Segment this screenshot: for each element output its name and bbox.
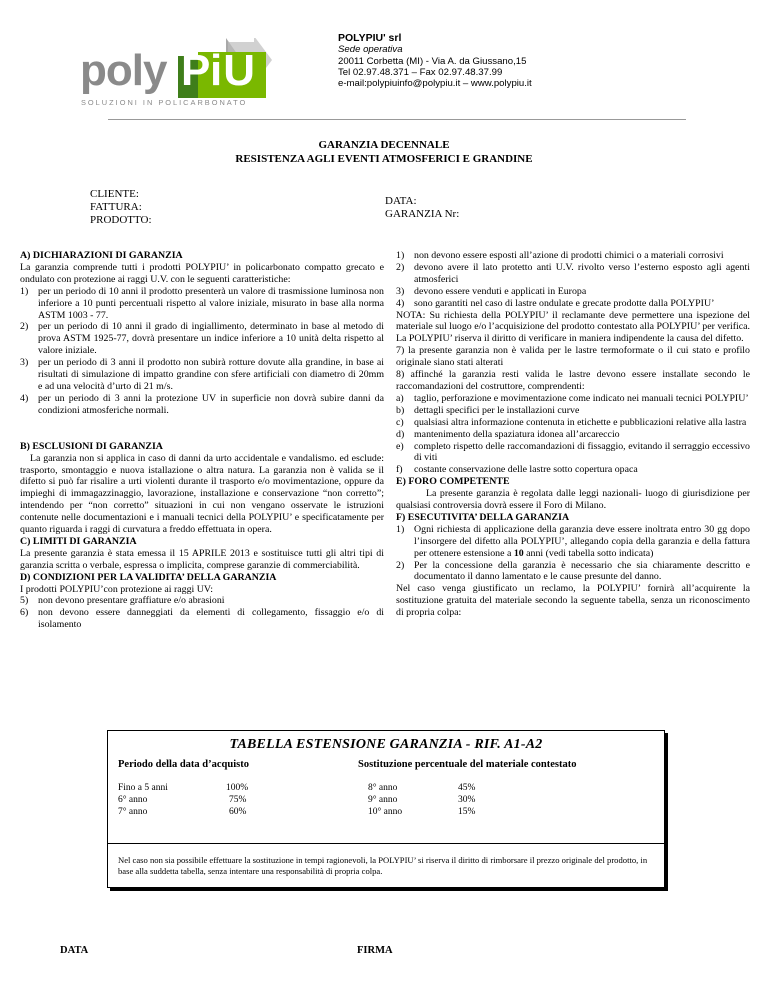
list-item: f) costante conservazione delle lastre sotto copertura opaca [396,464,638,476]
section-c-heading: C) LIMITI DI GARANZIA [20,535,137,547]
list-item: b) dettagli specifici per le installazioni curve [396,404,580,416]
table-cell: 9° anno [368,794,398,805]
table-header-period: Periodo della data d’acquisto [118,759,249,770]
table-cell: 30% [458,794,476,805]
section-b-text: La garanzia non si applica in caso di danni da urto accidentale e vandalismo. ed esclude: trasporto, smontaggio e nuova istallazione o altra natura. La garanzia non è valida se il difetto si può far risalire a urti violenti durante il trasporto e/o movimentazione, oppure da impieghi di immagazzinaggio, lavorazione, installazione e conservazione “non corretto”; intendendo per “non corretto” situazioni in cui non vengano osservate le istruzioni contenute nelle documentazioni e i manuali tecnici della POLYPIU’ e specificatamente per quanto riguarda i raggi di curvatura a freddo effettuata in opera. [20,452,384,536]
nota-text: NOTA: Su richiesta della POLYPIU’ il reclamante deve permettere una ispezione del materiale sul luogo e/o l’acquisizione del prodotto contestato alla POLYPIU’ per verifica. La POLYPIU’ riserva il diritto di verificare in maniera indipendente la causa del difetto. [396,309,750,345]
field-fattura: FATTURA: [90,201,142,213]
section-a-heading: A) DICHIARAZIONI DI GARANZIA [20,250,183,261]
logo-word-p: P [181,46,211,95]
field-garanzia-nr: GARANZIA Nr: [385,208,460,220]
list-item: 1) non devono essere esposti all’azione di prodotti chimici o a materiali corrosivi [396,250,724,261]
list-item: 3) devono essere venduti e applicati in Europa [396,285,587,297]
section-f-closing: Nel caso venga giustificato un reclamo, la POLYPIU’ fornirà all’acquirente la sostituzione gratuita del materiale secondo la seguente tabella, senza un riconoscimento di propria colpa: [396,583,750,619]
table-left-periods [118,783,168,818]
section-f-heading: F) ESECUTIVITA’ DELLA GARANZIA [396,511,570,523]
paragraph-7: 7) la presente garanzia non è valida per le lastre termoformate o il cui stato e profilo originale siano stati alterati [396,345,750,369]
document-title [0,139,768,166]
list-item: e) completo rispetto delle raccomandazioni di fissaggio, evitando il serraggio eccessivo di viti [396,440,750,464]
table-cell: 6° anno [118,794,148,805]
header-divider [108,119,686,120]
section-e-heading: E) FORO COMPETENTE [396,476,510,488]
company-address: 20011 Corbetta (MI) - Via A. da Giussano,15 [338,55,527,67]
title-line-1: GARANZIA DECENNALE [318,139,450,151]
left-column [20,250,384,631]
table-title: TABELLA ESTENSIONE GARANZIA - RIF. A1-A2 [229,737,543,752]
table-cell: 75% [229,794,247,805]
list-item: 4) per un periodo di 3 anni la protezione UV in superficie non dovrà subire danni da condizioni atmosferiche normali. [20,392,384,416]
section-c-text: La presente garanzia è stata emessa il 15 APRILE 2013 e sostituisce tutti gli altri tipi di garanzia scritta o verbale, espressa o implicita, comprese garanzie di commerciabilità. [20,547,384,571]
section-b-heading: B) ESCLUSIONI DI GARANZIA [20,440,163,452]
table-header-substitution: Sostituzione percentuale del materiale contestato [358,759,577,770]
footer-data-label: DATA [60,945,89,956]
company-info [338,33,532,89]
list-item: 1) per un periodo di 10 anni il prodotto presenterà un valore di trasmissione luminosa non inferiore a 10 punti percentuali rispetto al valore iniziale, misurato in base alla norma ASTM 1003 - 77. [20,285,384,321]
field-cliente: CLIENTE: [90,188,139,200]
company-phone: Tel 02.97.48.371 – Fax 02.97.48.37.99 [338,66,503,78]
client-fields [90,188,152,227]
logo-tagline: SOLUZIONI IN POLICARBONATO [81,98,248,107]
data-fields [385,195,459,221]
table-left-percentages [226,783,248,818]
table-right-percentages [458,783,475,818]
field-prodotto: PRODOTTO: [90,214,152,226]
list-item: 1) Ogni richiesta di applicazione della garanzia deve essere inoltrata entro 30 gg dopo l’insorgere del difetto alla POLYPIU’, allegando copia della garanzia e della fattura per ottenere estensione a 10 anni (vedi tabella sotto indicata) [396,523,750,559]
company-name: POLYPIU' srl [338,32,402,44]
section-d-intro: I prodotti POLYPIU’con protezione ai raggi UV: [20,583,213,595]
list-item: a) taglio, perforazione e movimentazione come indicato nei manuali tecnici POLYPIU’ [396,392,749,404]
table-divider [108,843,664,844]
table-cell: 60% [229,806,247,817]
paragraph-8: 8) affinché la garanzia resti valida le lastre devono essere installate secondo le raccomandazioni del costruttore, comprendenti: [396,369,750,392]
list-item: 5) non devono presentare graffiature e/o abrasioni [20,595,225,607]
list-item: 4) sono garantiti nel caso di lastre ondulate e grecate prodotte dalla POLYPIU’ [396,297,715,309]
warranty-extension-table [107,730,665,888]
right-column [396,250,750,619]
title-line-2: RESISTENZA AGLI EVENTI ATMOSFERICI E GRANDINE [235,152,533,165]
table-cell: 7° anno [118,806,148,817]
table-cell: 45% [458,783,476,793]
table-cell: 100% [226,783,249,793]
list-item: 2) per un periodo di 10 anni il grado di ingiallimento, determinato in base al metodo di prova ASTM 1925-77, dovrà presentare un indice inferiore a 10 unità delta rispetto al valore iniziale. [20,321,384,357]
list-item: 2) devono avere il lato protetto anti U.V. rivolto verso l’esterno esposto agli agenti atmosferici [396,261,750,285]
company-email: e-mail:polypiuinfo@polypiu.it – www.polypiu.it [338,78,532,90]
list-item: d) mantenimento della spaziatura idonea all’arcareccio [396,428,620,440]
list-item: 3) per un periodo di 3 anni il prodotto non subirà rotture dovute alla grandine, in base ai risultati di simulazione di impatto grandine con sfere artificiali con diametro di 20mm e ad una velocità d’urto di 21 m/s. [20,357,384,392]
list-item: 2) Per la concessione della garanzia è necessario che sia chiaramente descritto e documentato il danno lamentato e le cause presunte del danno. [396,559,750,583]
logo-word-iu: iU [210,46,256,95]
logo-word-poly: poly [80,46,167,95]
table-cell: 10° anno [368,806,403,817]
table-cell: 15% [458,806,476,817]
section-d-heading: D) CONDIZIONI PER LA VALIDITA’ DELLA GARANZIA [20,571,277,583]
section-a-intro: La garanzia comprende tutti i prodotti POLYPIU’ in policarbonato compatto grecato e ondulato con protezione ai raggi U.V. con le seguenti caratteristiche: [20,261,384,285]
footer-firma-label: FIRMA [357,945,393,956]
list-item: c) qualsiasi altra informazione contenuta in etichette e pubblicazioni relative alla lastra [396,416,747,428]
company-sede: Sede operativa [338,44,403,56]
company-logo [78,38,288,108]
table-cell: 8° anno [368,783,398,793]
table-cell: Fino a 5 anni [118,783,168,793]
table-right-periods [368,783,402,818]
field-data: DATA: [385,195,417,207]
table-note: Nel caso non sia possibile effettuare la sostituzione in tempi ragionevoli, la POLYPIU’ si riserva il diritto di rimborsare il prezzo originale del prodotto, in base alla suddetta tabella, senza intentare una responsabilità di propria colpa. [118,855,648,876]
list-item: 6) non devono essere danneggiati da elementi di collegamento, fissaggio e/o di isolamento [20,607,384,631]
section-e-text: La presente garanzia è regolata dalle leggi nazionali- luogo di giurisdizione per qualsiasi controversia dovrà essere il Foro di Milano. [396,488,750,512]
